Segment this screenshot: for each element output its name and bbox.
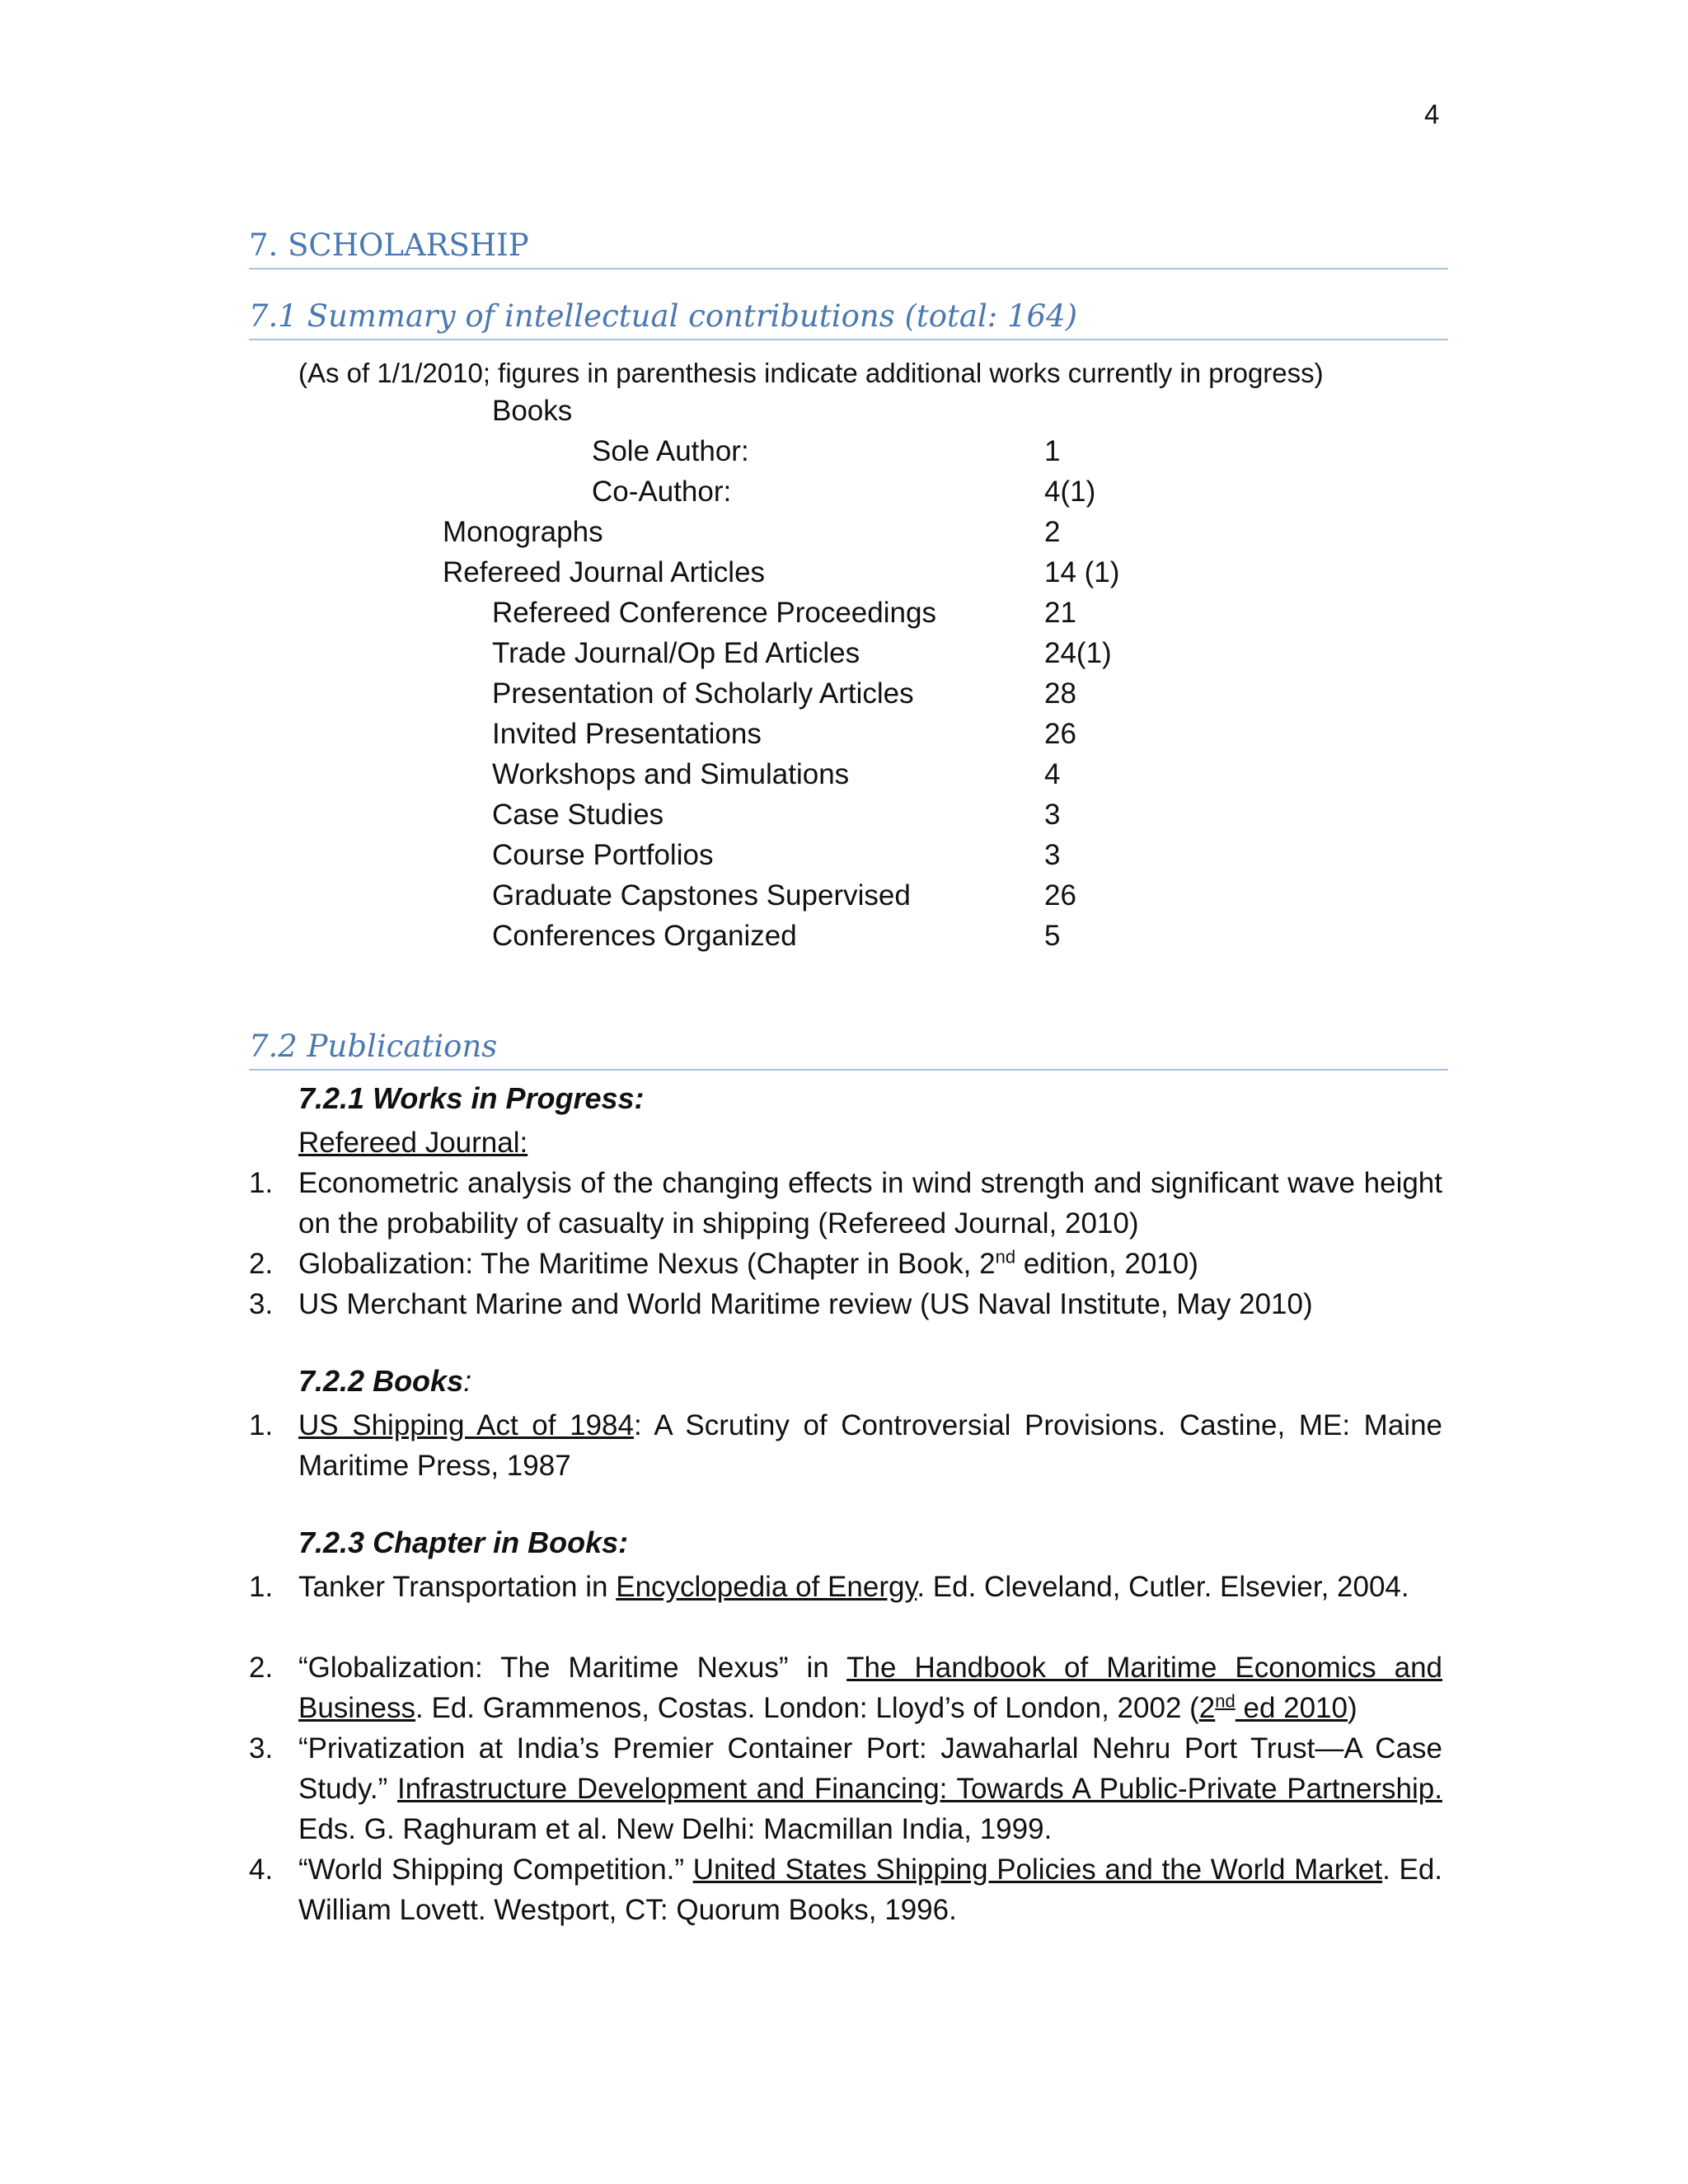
section-heading-publications: 7.2 Publications: [249, 1029, 1448, 1071]
superscript: nd: [995, 1246, 1016, 1268]
chapter-details: . Ed. William Lovett. Westport, CT: Quorum Books, 1996.: [298, 1854, 1443, 1926]
list-item-text: [298, 1405, 1442, 1486]
superscript: nd: [1215, 1690, 1236, 1712]
chapter-text: “World Shipping Competition.”: [298, 1854, 693, 1886]
subsection-title-chapters: 7.2.3 Chapter in Books:: [298, 1526, 629, 1559]
edition-number: 2: [1198, 1692, 1216, 1724]
summary-value-sole-author: 1: [1044, 435, 1061, 467]
list-item-text: [298, 1647, 1442, 1728]
summary-value-conference-proceedings: 21: [1044, 597, 1076, 629]
list-item-text: [298, 1567, 1442, 1607]
page-number: 4: [1424, 99, 1440, 129]
summary-books-label: Books: [492, 395, 573, 427]
summary-value-case-studies: 3: [1044, 799, 1061, 831]
list-item-number: 1.: [249, 1571, 274, 1603]
summary-value-monographs: 2: [1044, 516, 1061, 548]
summary-value-co-author: 4(1): [1044, 476, 1096, 508]
summary-label-workshops: Workshops and Simulations: [492, 758, 850, 790]
chapter-details: . Ed. Cleveland, Cutler. Elsevier, 2004.: [917, 1571, 1409, 1603]
closing-paren: ): [1348, 1692, 1357, 1724]
list-item-number: 1.: [249, 1409, 274, 1441]
book-details: : A Scrutiny of Controversial Provisions. Castine, ME: Maine Maritime Press, 1987: [298, 1409, 1442, 1482]
summary-label-sole-author: Sole Author:: [592, 435, 749, 467]
summary-label-conference-proceedings: Refereed Conference Proceedings: [492, 597, 936, 629]
list-item-text: [298, 1849, 1442, 1930]
summary-label-co-author: Co-Author:: [592, 476, 732, 508]
summary-value-workshops: 4: [1044, 758, 1061, 790]
summary-label-course-portfolios: Course Portfolios: [492, 839, 714, 871]
list-item-text: Econometric analysis of the changing effects in wind strength and significant wave height on the probability of casualty in shipping (Refereed Journal, 2010): [298, 1167, 1442, 1240]
book-title: Infrastructure Development and Financing: Towards A Public-Private Partnership.: [396, 1773, 1442, 1805]
list-item-number: 2.: [249, 1652, 274, 1684]
item-text-start: Globalization: The Maritime Nexus (Chapter in Book, 2: [298, 1248, 996, 1280]
book-title: US Shipping Act of 1984: [298, 1409, 634, 1441]
list-item-text: [298, 1244, 1442, 1284]
summary-value-conferences: 5: [1044, 920, 1061, 952]
subsection-title-works-in-progress: 7.2.1 Works in Progress:: [298, 1081, 645, 1115]
summary-label-capstones: Graduate Capstones Supervised: [492, 879, 911, 912]
section-heading-summary: 7.1 Summary of intellectual contributions (total: 164): [249, 298, 1448, 340]
book-title: Encyclopedia of Energy: [616, 1571, 917, 1603]
list-item-text: [298, 1728, 1442, 1849]
item-text-end: edition, 2010): [1015, 1248, 1198, 1280]
summary-value-capstones: 26: [1044, 879, 1076, 912]
summary-value-course-portfolios: 3: [1044, 839, 1061, 871]
edition-year: ed 2010: [1235, 1692, 1348, 1724]
summary-value-trade-journal: 24(1): [1044, 637, 1112, 669]
books-title-text: 7.2.2 Books: [298, 1364, 464, 1398]
summary-label-refereed-journal: Refereed Journal Articles: [443, 556, 766, 588]
chapter-details: Eds. G. Raghuram et al. New Delhi: Macmillan India, 1999.: [298, 1813, 1053, 1845]
list-item-text: US Merchant Marine and World Maritime review (US Naval Institute, May 2010): [298, 1288, 1313, 1320]
summary-label-conferences: Conferences Organized: [492, 920, 797, 952]
subsection-subtitle-refereed-journal: Refereed Journal:: [298, 1127, 528, 1159]
list-item-number: 2.: [249, 1248, 274, 1280]
chapter-text: “Globalization: The Maritime Nexus” in: [298, 1652, 847, 1684]
book-title: The Handbook of Maritime Economics and Business: [298, 1652, 1442, 1724]
book-title: United States Shipping Policies and the World Market: [692, 1854, 1383, 1886]
section-heading-scholarship: 7. SCHOLARSHIP: [249, 227, 1448, 269]
list-item-number: 3.: [249, 1732, 274, 1765]
summary-label-scholarly-presentations: Presentation of Scholarly Articles: [492, 677, 914, 710]
summary-value-refereed-journal: 14 (1): [1044, 556, 1120, 588]
list-item-number: 1.: [249, 1167, 274, 1199]
summary-value-invited-presentations: 26: [1044, 718, 1076, 750]
summary-label-trade-journal: Trade Journal/Op Ed Articles: [492, 637, 860, 669]
chapter-text: Tanker Transportation in: [298, 1571, 617, 1603]
chapter-text: “Privatization at India’s Premier Container Port: Jawaharlal Nehru Port Trust—A Case Study.”: [298, 1732, 1442, 1805]
summary-label-monographs: Monographs: [443, 516, 603, 548]
books-title-colon: :: [463, 1364, 472, 1398]
summary-note: (As of 1/1/2010; figures in parenthesis indicate additional works currently in progress): [298, 358, 1324, 388]
summary-label-invited-presentations: Invited Presentations: [492, 718, 762, 750]
subsection-title-books: [298, 1364, 471, 1399]
summary-value-scholarly-presentations: 28: [1044, 677, 1076, 710]
summary-label-case-studies: Case Studies: [492, 799, 664, 831]
list-item-number: 3.: [249, 1288, 274, 1320]
chapter-details: . Ed. Grammenos, Costas. London: Lloyd’s of London, 2002 (: [415, 1692, 1199, 1724]
list-item-number: 4.: [249, 1854, 274, 1886]
